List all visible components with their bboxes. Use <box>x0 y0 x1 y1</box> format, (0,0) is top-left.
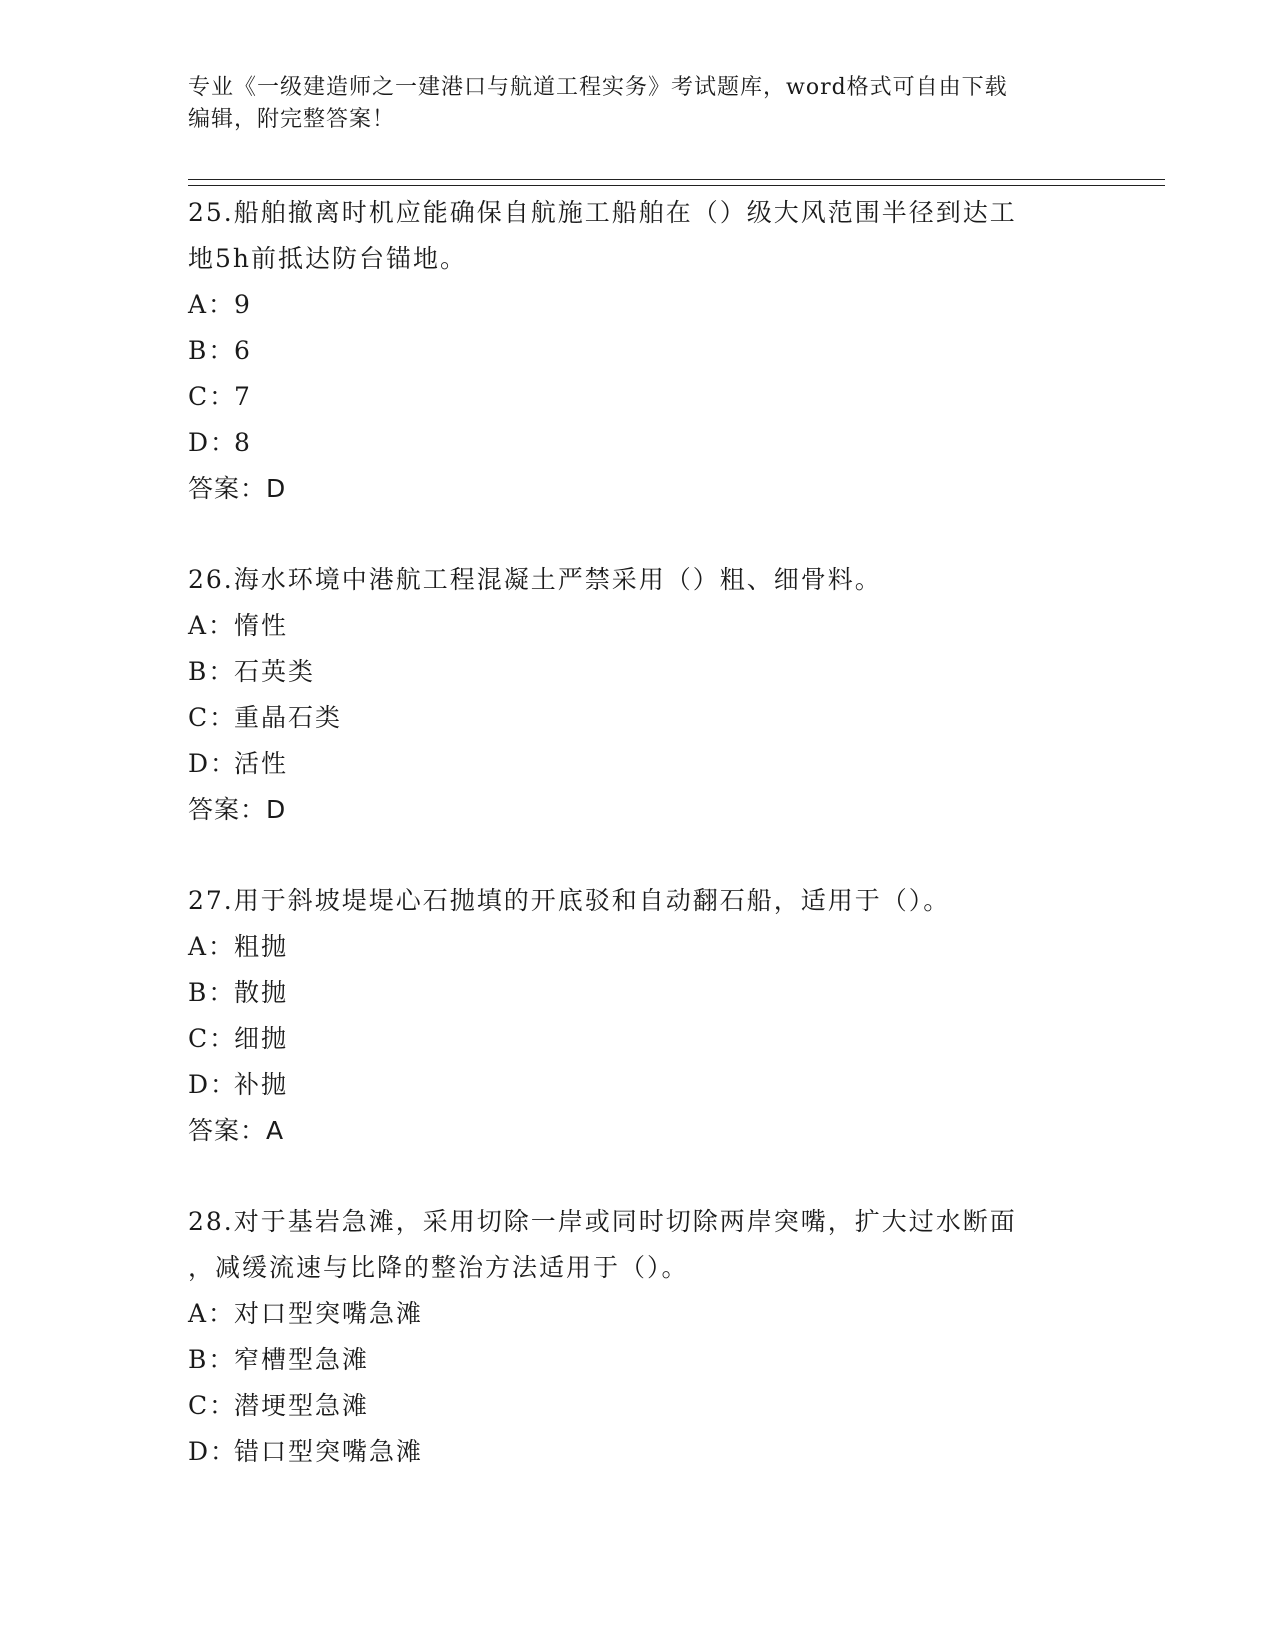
option-label: C： <box>188 382 237 411</box>
option-label: D： <box>188 749 238 778</box>
option-text: 7 <box>234 382 252 411</box>
option-b <box>188 328 1088 374</box>
option-text: 散抛 <box>234 978 289 1007</box>
question-26 <box>188 557 1088 833</box>
question-stem-line: 地5h前抵达防台锚地。 <box>188 244 468 273</box>
question-stem <box>188 190 1088 282</box>
question-stem <box>188 557 1088 603</box>
option-label: A： <box>188 1299 236 1328</box>
option-label: A： <box>188 611 236 640</box>
answer-line: 答案：A <box>188 1116 285 1145</box>
option-text: 细抛 <box>234 1024 289 1053</box>
header-divider-top <box>188 179 1165 180</box>
header-line-1: 专业《一级建造师之一建港口与航道工程实务》考试题库，word格式可自由下载 <box>188 75 1008 100</box>
option-label: A： <box>188 932 236 961</box>
option-a <box>188 1291 1088 1337</box>
option-d <box>188 420 1088 466</box>
option-text: 活性 <box>234 749 289 778</box>
option-text: 6 <box>234 336 252 365</box>
option-c <box>188 1016 1088 1062</box>
option-label: C： <box>188 1391 237 1420</box>
option-label: D： <box>188 1437 238 1466</box>
option-b <box>188 649 1088 695</box>
option-a <box>188 924 1088 970</box>
option-label: A： <box>188 290 236 319</box>
option-c <box>188 1383 1088 1429</box>
option-label: C： <box>188 1024 237 1053</box>
option-c <box>188 374 1088 420</box>
option-c <box>188 695 1088 741</box>
header-divider-bottom <box>188 185 1165 186</box>
option-text: 9 <box>234 290 252 319</box>
option-text: 窄槽型急滩 <box>234 1345 370 1374</box>
option-text: 8 <box>234 428 252 457</box>
question-25 <box>188 190 1088 512</box>
option-label: B： <box>188 978 236 1007</box>
question-stem-line: 27.用于斜坡堤堤心石抛填的开底驳和自动翻石船，适用于（）。 <box>188 886 951 915</box>
option-label: C： <box>188 703 237 732</box>
option-a <box>188 603 1088 649</box>
document-header <box>188 72 1088 136</box>
option-text: 粗抛 <box>234 932 289 961</box>
option-a <box>188 282 1088 328</box>
answer-line: 答案：D <box>188 474 287 503</box>
option-text: 对口型突嘴急滩 <box>234 1299 424 1328</box>
option-b <box>188 970 1088 1016</box>
option-text: 潜埂型急滩 <box>234 1391 370 1420</box>
question-stem-line: 26.海水环境中港航工程混凝土严禁采用（）粗、细骨料。 <box>188 565 882 594</box>
option-label: B： <box>188 1345 236 1374</box>
option-d <box>188 1429 1088 1475</box>
question-stem <box>188 1199 1088 1291</box>
option-label: D： <box>188 1070 238 1099</box>
question-stem-line: 28.对于基岩急滩，采用切除一岸或同时切除两岸突嘴，扩大过水断面 <box>188 1207 1017 1236</box>
option-d <box>188 741 1088 787</box>
header-line-2: 编辑，附完整答案！ <box>188 107 396 132</box>
question-list <box>188 190 1088 1520</box>
option-d <box>188 1062 1088 1108</box>
question-stem-line: ，减缓流速与比降的整治方法适用于（）。 <box>188 1253 689 1282</box>
option-text: 补抛 <box>234 1070 289 1099</box>
question-stem <box>188 878 1088 924</box>
question-28 <box>188 1199 1088 1475</box>
option-label: D： <box>188 428 238 457</box>
option-label: B： <box>188 657 236 686</box>
option-text: 石英类 <box>234 657 316 686</box>
option-b <box>188 1337 1088 1383</box>
question-27 <box>188 878 1088 1154</box>
option-label: B： <box>188 336 236 365</box>
option-text: 惰性 <box>234 611 289 640</box>
question-stem-line: 25.船舶撤离时机应能确保自航施工船舶在（）级大风范围半径到达工 <box>188 198 1017 227</box>
answer-line: 答案：D <box>188 795 287 824</box>
option-text: 错口型突嘴急滩 <box>234 1437 424 1466</box>
option-text: 重晶石类 <box>234 703 343 732</box>
